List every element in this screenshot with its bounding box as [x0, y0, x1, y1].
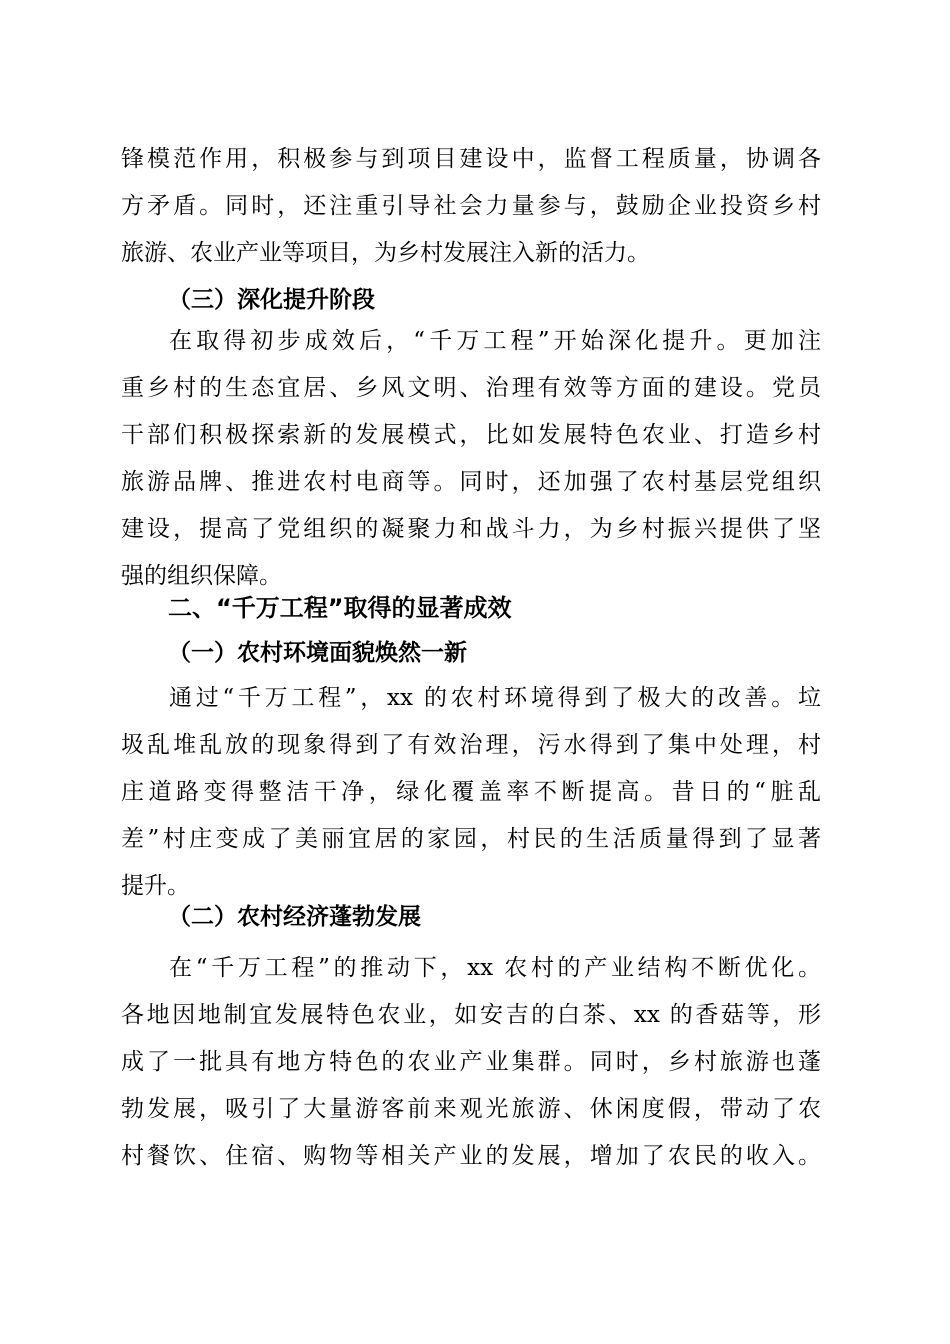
text-line: 成了一批具有地方特色的农业产业集群。同时，乡村旅游也蓬 [121, 1049, 821, 1075]
text-line: 庄道路变得整洁干净，绿化覆盖率不断提高。昔日的“脏乱 [121, 779, 821, 805]
subsection-heading: （二）农村经济蓬勃发展 [168, 903, 421, 930]
subsection-heading: （一）农村环境面貌焕然一新 [168, 639, 467, 666]
text-line: 各地因地制宜发展特色农业，如安吉的白茶、xx 的香菇等，形 [121, 1002, 821, 1028]
text-line: 旅游品牌、推进农村电商等。同时，还加强了农村基层党组织 [121, 469, 821, 495]
text-line: 强的组织保障。 [121, 563, 282, 589]
text-line: 方矛盾。同时，还注重引导社会力量参与，鼓励企业投资乡村 [121, 193, 821, 219]
section-heading: 二、“千万工程”取得的显著成效 [168, 594, 512, 622]
text-line: 旅游、农业产业等项目，为乡村发展注入新的活力。 [121, 240, 650, 266]
text-line: 干部们积极探索新的发展模式，比如发展特色农业、打造乡村 [121, 422, 821, 448]
text-line: 提升。 [121, 873, 190, 899]
text-line: 重乡村的生态宜居、乡风文明、治理有效等方面的建设。党员 [121, 375, 821, 401]
text-line: 差”村庄变成了美丽宜居的家园，村民的生活质量得到了显著 [121, 826, 821, 852]
text-line: 圾乱堆乱放的现象得到了有效治理，污水得到了集中处理，村 [121, 732, 821, 758]
text-line: 通过“千万工程”，xx 的农村环境得到了极大的改善。垃 [169, 685, 821, 711]
text-line: 在“千万工程”的推动下，xx 农村的产业结构不断优化。 [169, 955, 821, 981]
text-line: 在取得初步成效后，“千万工程”开始深化提升。更加注 [169, 328, 821, 354]
text-line: 村餐饮、住宿、购物等相关产业的发展，增加了农民的收入。 [121, 1143, 821, 1169]
text-line: 建设，提高了党组织的凝聚力和战斗力，为乡村振兴提供了坚 [121, 516, 821, 542]
text-line: 勃发展，吸引了大量游客前来观光旅游、休闲度假，带动了农 [121, 1096, 821, 1122]
subsection-heading: （三）深化提升阶段 [168, 286, 375, 313]
text-line: 锋模范作用，积极参与到项目建设中，监督工程质量，协调各 [121, 146, 821, 172]
